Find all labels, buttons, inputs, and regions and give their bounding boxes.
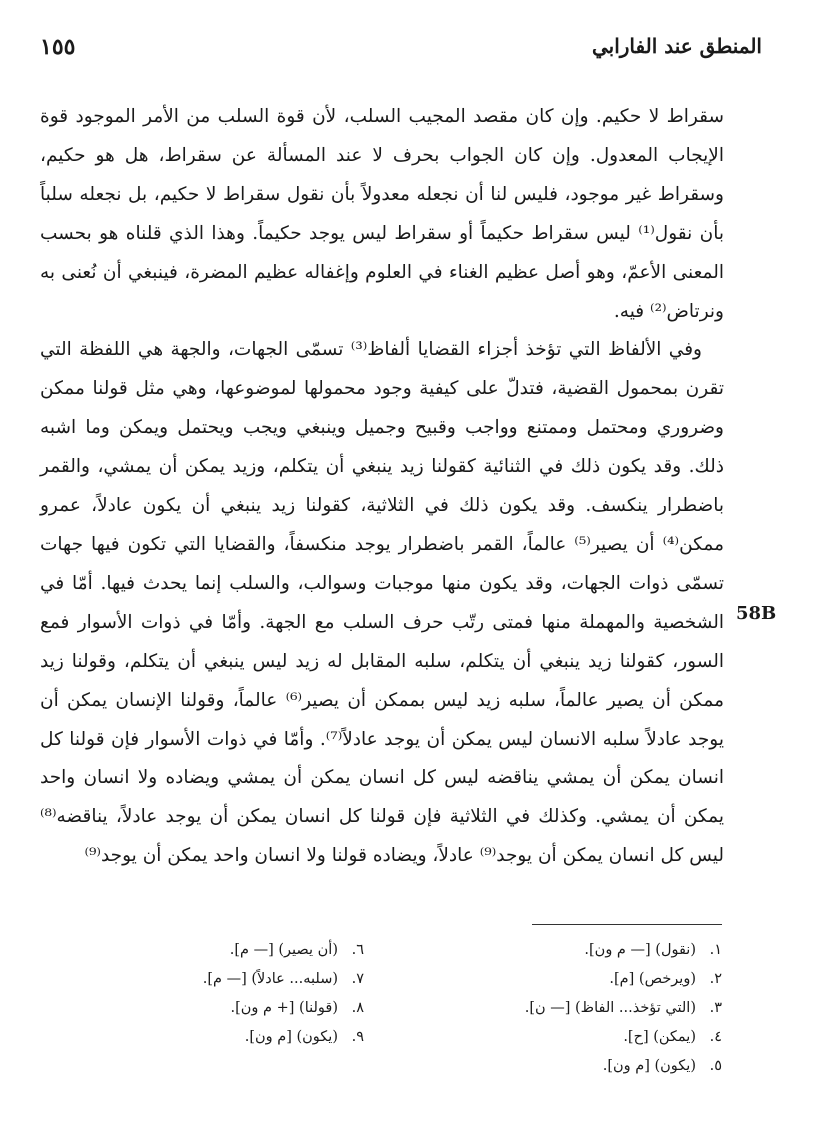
- page-header: [40, 34, 762, 64]
- footnotes-column-left: [34, 936, 364, 1052]
- footnote: ٤.(يمكن) [ح].: [623, 1029, 722, 1045]
- footnote: ٧.(سلبه... عادلاً) [— م].: [202, 971, 364, 987]
- main-text: [40, 98, 724, 876]
- page-number: ١٥٥: [40, 34, 76, 60]
- footnote: ١.(نقول) [— م ون].: [584, 942, 722, 958]
- footnote: ٣.(التي تؤخذ... الفاظ) [— ن].: [524, 1000, 722, 1016]
- footnotes-column-right: [392, 936, 722, 1081]
- footnote: ٨.(قولنا) [+ م ون].: [230, 1000, 364, 1016]
- footnote-divider: [532, 924, 722, 925]
- footnote: ٢.(ويرخص) [م].: [609, 971, 722, 987]
- footnote: ٦.(أن يصير) [— م].: [229, 942, 364, 958]
- running-title: المنطق عند الفارابي: [591, 34, 762, 58]
- margin-manuscript-ref: 58B: [736, 603, 777, 624]
- paragraph-1: سقراط لا حكيم. وإن كان مقصد المجيب السلب، لأن قوة السلب من الأمر الموجود قوة الإيجاب المعدول. وإن كان الجواب بحرف لا عند المسألة عن سقراط، هل هو حكيم، وسقراط غير موجود، فليس لنا أن نجعله معدولاً بأن نقول سقراط لا حكيم، بل نجعله سلباً بأن نقول⁽¹⁾ ليس سقراط حكيماً أو سقراط ليس يوجد حكيماً. وهذا الذي قلناه هو بحسب المعنى الأعمّ، وهو أصل عظيم الغناء في العلوم وإغفاله عظيم المضرة، فينبغي أن نُعنى به ونرتاض⁽²⁾ فيه.: [40, 106, 724, 322]
- paragraph-2: وفي الألفاظ التي تؤخذ أجزاء القضايا ألفاظ⁽³⁾ تسمّى الجهات، والجهة هي اللفظة التي تقرن بمحمول القضية، فتدلّ على كيفية وجود محمولها لموضوعها، وهي مثل قولنا ممكن وضروري ومحتمل وممتنع وواجب وقبيح وجميل وينبغي ويجب ويحتمل ويمكن وما اشبه ذلك. وقد يكون ذلك في الثنائية كقولنا زيد ينبغي أن يتكلم، وزيد يمكن أن يمشي، والقمر باضطرار ينكسف. وقد يكون ذلك في الثلاثية، كقولنا زيد ينبغي أن يكون عادلاً، عمرو ممكن⁽⁴⁾ أن يصير⁽⁵⁾ عالماً، القمر باضطرار يوجد منكسفاً، والقضايا التي تكون فيها جهات تسمّى ذوات الجهات، وقد يكون منها موجبات وسوالب، والسلب إنما يحدث فيها. أمّا في الشخصية والمهملة منها فمتى رتّب حرف السلب مع الجهة. وأمّا في ذوات الأسوار فمع السور، كقولنا زيد ينبغي أن يتكلم، سلبه المقابل له زيد ليس ينبغي أن يتكلم، وقولنا زيد ممكن أن يصير عالماً، سلبه زيد ليس بممكن أن يصير⁽⁶⁾ عالماً، وقولنا الإنسان يمكن أن يوجد عادلاً سلبه الانسان ليس يمكن أن يوجد عادلاً⁽⁷⁾. وأمّا في ذوات الأسوار فإن قولنا كل انسان يمكن أن يمشي يناقضه ليس كل انسان يمكن أن يمشي ويضاده ولا انسان واحد يمكن أن يمشي. وكذلك في الثلاثية فإن قولنا كل انسان يمكن أن يوجد عادلاً، يناقضه⁽⁸⁾ ليس كل انسان يمكن أن يوجد⁽⁹⁾ عادلاً، ويضاده قولنا ولا انسان واحد يمكن أن يوجد⁽⁹⁾: [40, 339, 724, 867]
- footnote: ٥.(يكون) [م ون].: [602, 1058, 722, 1074]
- footnote: ٩.(يكون) [م ون].: [244, 1029, 364, 1045]
